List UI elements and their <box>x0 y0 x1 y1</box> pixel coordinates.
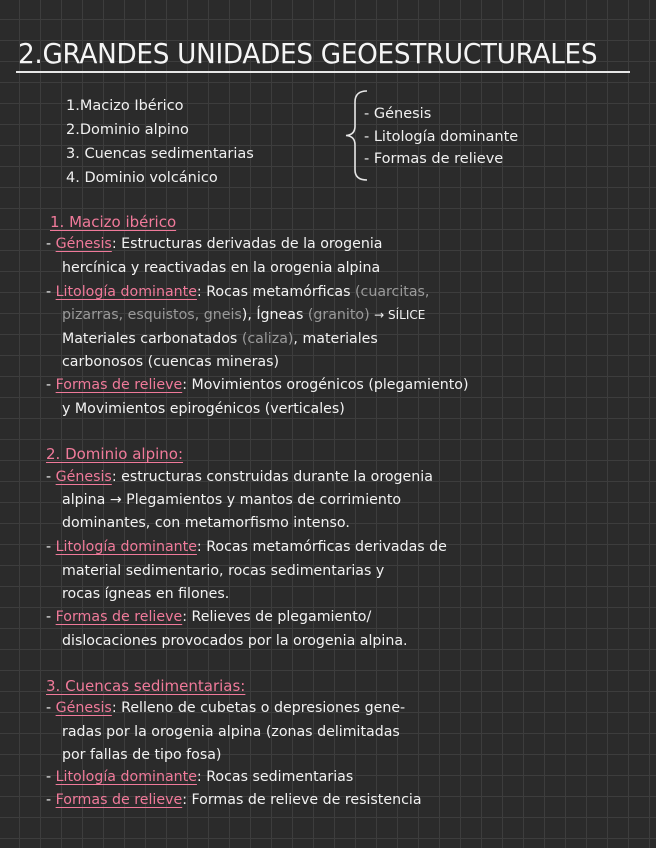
text-line: - Litología dominante: Rocas metamórficas (cuarcitas, <box>46 284 430 300</box>
index-item: 3. Cuencas sedimentarias <box>66 146 254 162</box>
text: (granito) <box>307 307 370 323</box>
aspect-item: - Litología dominante <box>364 129 519 145</box>
label: Formas de relieve <box>55 609 183 625</box>
text: : Rocas metamórficas derivadas de <box>196 539 447 555</box>
text-line: - Formas de relieve: Relieves de plegamiento/ <box>46 609 372 625</box>
text-line: dislocaciones provocados por la orogenia alpina. <box>62 633 408 649</box>
label: Génesis <box>55 236 112 252</box>
text: ), Ígneas <box>241 307 304 323</box>
index-item: 2.Dominio alpino <box>66 122 189 138</box>
index-item: 4. Dominio volcánico <box>66 170 218 186</box>
text-line: - Litología dominante: Rocas sedimentarias <box>46 769 354 785</box>
text: : Rocas sedimentarias <box>196 769 354 785</box>
text-line: rocas ígneas en filones. <box>62 586 230 602</box>
text-line: alpina → Plegamientos y mantos de corrimiento <box>62 492 402 508</box>
label: Litología dominante <box>55 284 197 300</box>
text-line: hercínica y reactivadas en la orogenia alpina <box>62 260 381 276</box>
text-line: - Génesis: Relleno de cubetas o depresiones gene- <box>46 700 406 716</box>
text-line: - Génesis: estructuras construidas durante la orogenia <box>46 469 433 485</box>
text-line: dominantes, con metamorfismo intenso. <box>62 515 350 531</box>
text: (caliza) <box>241 331 294 347</box>
text-line: por fallas de tipo fosa) <box>62 747 222 763</box>
text: pizarras, esquistos, gneis <box>62 307 242 323</box>
text: : Relleno de cubetas o depresiones gene- <box>111 700 406 716</box>
title-underline <box>16 71 630 73</box>
text: → SÍLICE <box>374 308 426 322</box>
aspect-item: - Génesis <box>364 106 432 122</box>
text: (cuarcitas, <box>355 284 430 300</box>
label: Génesis <box>55 469 112 485</box>
text: : Relieves de plegamiento/ <box>182 609 372 625</box>
text: Materiales carbonatados <box>62 331 238 347</box>
text-line: material sedimentario, rocas sedimentarias y <box>62 563 385 579</box>
text-line: - Formas de relieve: Movimientos orogénicos (plegamiento) <box>46 377 469 393</box>
label: Litología dominante <box>55 769 197 785</box>
section-heading: 2. Dominio alpino: <box>46 445 183 463</box>
label: Litología dominante <box>55 539 197 555</box>
label: Formas de relieve <box>55 377 183 393</box>
section-heading: 3. Cuencas sedimentarias: <box>46 677 246 695</box>
text-line <box>62 307 425 323</box>
text-line: radas por la orogenia alpina (zonas delimitadas <box>62 724 400 740</box>
text: : Formas de relieve de resistencia <box>182 792 422 808</box>
text: : estructuras construidas durante la orogenia <box>111 469 433 485</box>
text: : Movimientos orogénicos (plegamiento) <box>182 377 469 393</box>
aspect-item: - Formas de relieve <box>364 151 504 167</box>
text-line: y Movimientos epirogénicos (verticales) <box>62 401 345 417</box>
page-title: 2.GRANDES UNIDADES GEOESTRUCTURALES <box>18 38 598 70</box>
text: : Estructuras derivadas de la orogenia <box>111 236 383 252</box>
text: , materiales <box>293 331 378 347</box>
text: : Rocas metamórficas <box>196 284 351 300</box>
label: Génesis <box>55 700 112 716</box>
text-line: - Génesis: Estructuras derivadas de la orogenia <box>46 236 383 252</box>
text-line: carbonosos (cuencas mineras) <box>62 354 280 370</box>
section-heading: 1. Macizo ibérico <box>50 213 177 231</box>
text-line <box>62 331 378 347</box>
label: Formas de relieve <box>55 792 183 808</box>
text-line: - Formas de relieve: Formas de relieve de resistencia <box>46 792 422 808</box>
text-line: - Litología dominante: Rocas metamórficas derivadas de <box>46 539 447 555</box>
index-item: 1.Macizo Ibérico <box>66 98 184 114</box>
